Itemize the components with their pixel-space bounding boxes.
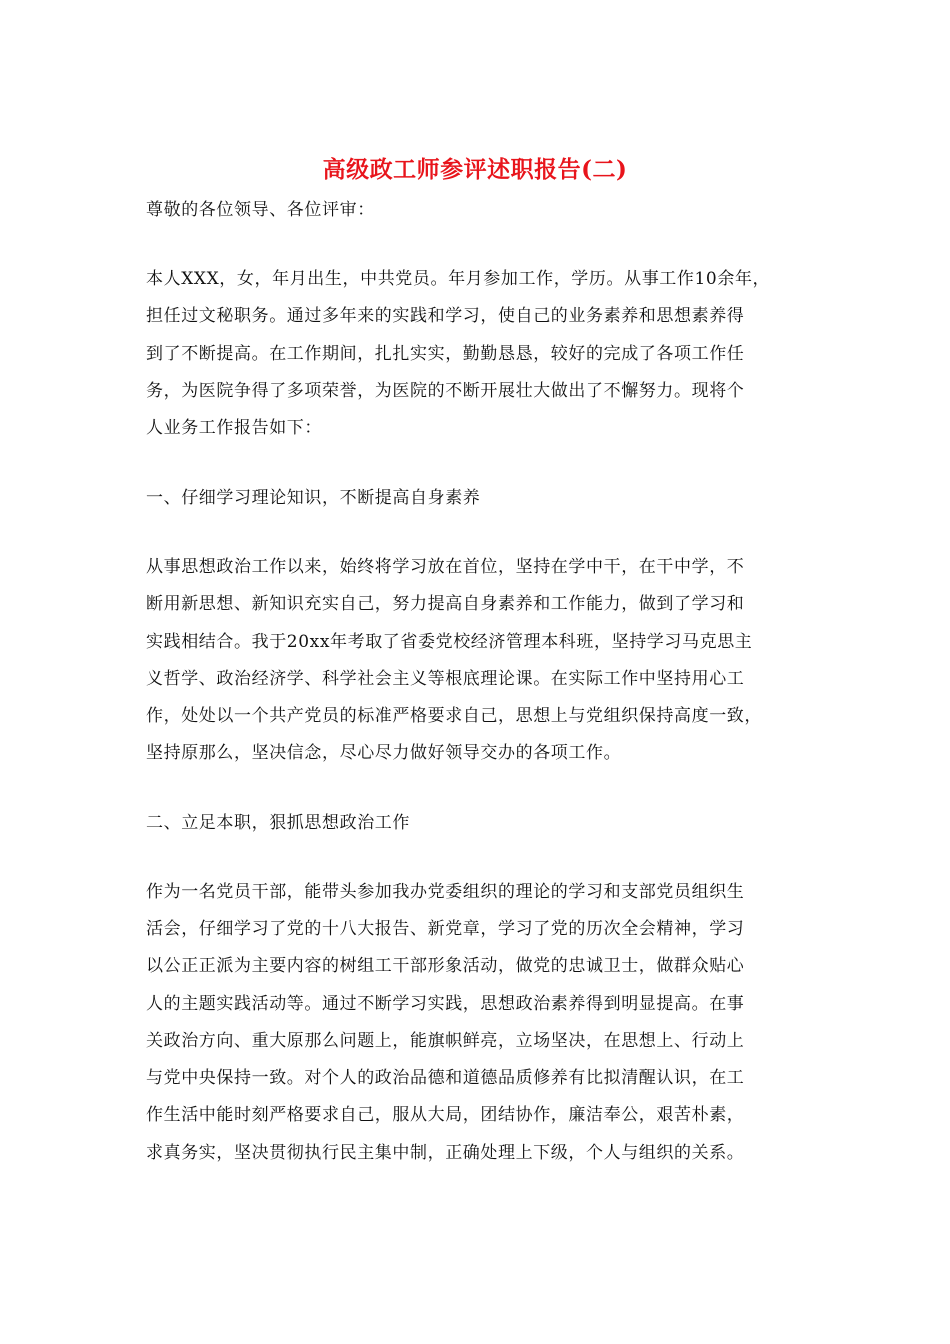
salutation: 尊敬的各位领导、各位评审： — [146, 200, 375, 220]
paragraph-3-line-1: 作为一名党员干部，能带头参加我办党委组织的理论的学习和支部党员组织生 — [146, 882, 745, 902]
paragraph-3-line-2: 活会，仔细学习了党的十八大报告、新党章，学习了党的历次全会精神，学习 — [146, 919, 745, 939]
section-heading-2: 二、立足本职，狠抓思想政治工作 — [146, 813, 410, 833]
paragraph-3-line-3: 以公正正派为主要内容的树组工干部形象活动，做党的忠诚卫士，做群众贴心 — [146, 956, 745, 976]
document-title: 高级政工师参评述职报告(二) — [322, 156, 628, 183]
paragraph-1-line-1: 本人XXX，女，年月出生，中共党员。年月参加工作，学历。从事工作10余年， — [146, 269, 771, 289]
paragraph-2-line-1: 从事思想政治工作以来，始终将学习放在首位，坚持在学中干，在干中学，不 — [146, 557, 745, 577]
paragraph-1-line-4: 务，为医院争得了多项荣誉，为医院的不断开展壮大做出了不懈努力。现将个 — [146, 381, 745, 401]
paragraph-3-line-7: 作生活中能时刻严格要求自己，服从大局，团结协作，廉洁奉公，艰苦朴素， — [146, 1105, 745, 1125]
paragraph-2-line-6: 坚持原那么，坚决信念，尽心尽力做好领导交办的各项工作。 — [146, 743, 622, 763]
paragraph-1-line-5: 人业务工作报告如下： — [146, 418, 322, 438]
paragraph-3-line-6: 与党中央保持一致。对个人的政治品德和道德品质修养有比拟清醒认识，在工 — [146, 1068, 745, 1088]
section-heading-1: 一、仔细学习理论知识，不断提高自身素养 — [146, 488, 481, 508]
paragraph-1-line-2: 担任过文秘职务。通过多年来的实践和学习，使自己的业务素养和思想素养得 — [146, 306, 745, 326]
paragraph-2-line-5: 作，处处以一个共产党员的标准严格要求自己，思想上与党组织保持高度一致， — [146, 706, 762, 726]
paragraph-3-line-5: 关政治方向、重大原那么问题上，能旗帜鲜亮，立场坚决，在思想上、行动上 — [146, 1031, 745, 1051]
paragraph-2-line-3: 实践相结合。我于20xx年考取了省委党校经济管理本科班，坚持学习马克思主 — [146, 632, 753, 652]
paragraph-2-line-4: 义哲学、政治经济学、科学社会主义等根底理论课。在实际工作中坚持用心工 — [146, 669, 745, 689]
paragraph-3-line-8: 求真务实，坚决贯彻执行民主集中制，正确处理上下级，个人与组织的关系。 — [146, 1143, 745, 1163]
paragraph-3-line-4: 人的主题实践活动等。通过不断学习实践，思想政治素养得到明显提高。在事 — [146, 994, 745, 1014]
paragraph-2-line-2: 断用新思想、新知识充实自己，努力提高自身素养和工作能力，做到了学习和 — [146, 594, 745, 614]
paragraph-1-line-3: 到了不断提高。在工作期间，扎扎实实，勤勤恳恳，较好的完成了各项工作任 — [146, 344, 745, 364]
